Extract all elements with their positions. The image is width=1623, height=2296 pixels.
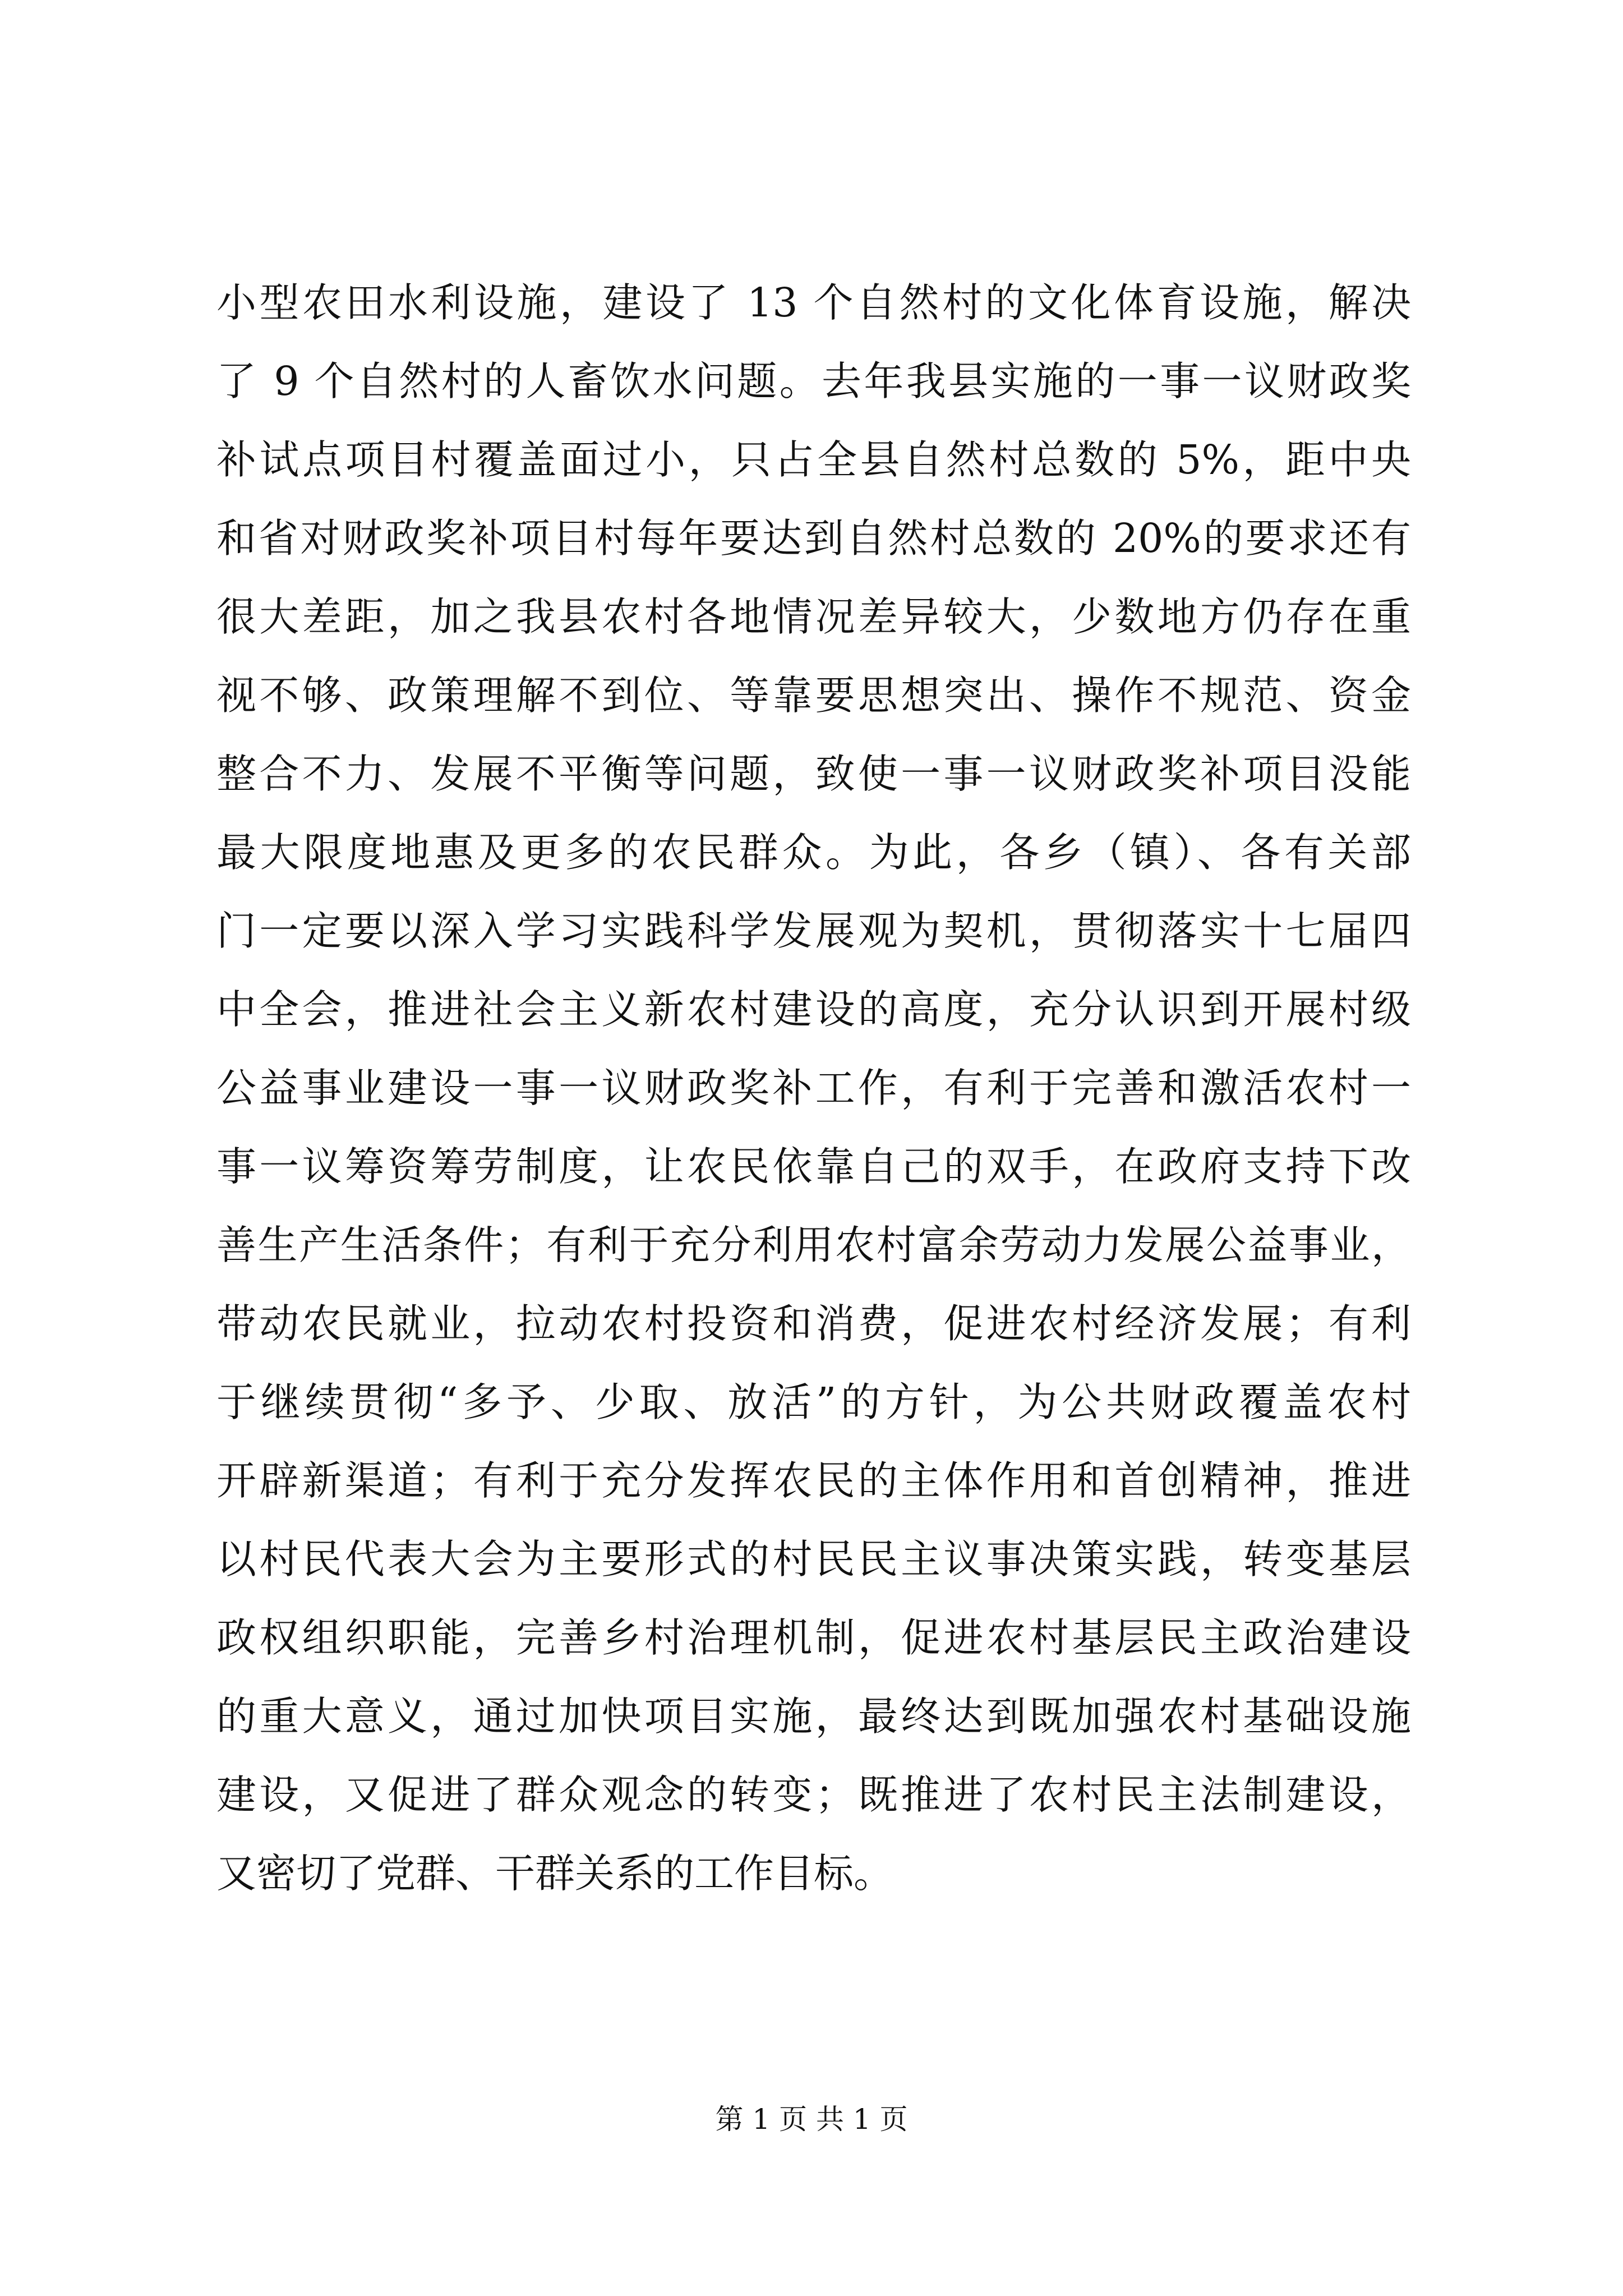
text-line-12: 事一议筹资筹劳制度，让农民依靠自己的双手，在政府支持下改 [216, 1143, 1411, 1190]
text-line-5: 很大差距，加之我县农村各地情况差异较大，少数地方仍存在重 [216, 593, 1411, 640]
text-line-8: 最大限度地惠及更多的农民群众。为此，各乡（镇）、各有关部 [216, 829, 1411, 876]
text-line-13: 善生产生活条件；有利于充分利用农村富余劳动力发展公益事业， [216, 1222, 1411, 1268]
text-line-16: 开辟新渠道；有利于充分发挥农民的主体作用和首创精神，推进 [216, 1457, 1411, 1504]
text-line-1: 小型农田水利设施，建设了 13 个自然村的文化体育设施，解决 [216, 279, 1411, 326]
text-line-18: 政权组织职能，完善乡村治理机制，促进农村基层民主政治建设 [216, 1614, 1411, 1661]
text-line-17: 以村民代表大会为主要形式的村民民主议事决策实践，转变基层 [216, 1536, 1411, 1582]
text-line-6: 视不够、政策理解不到位、等靠要思想突出、操作不规范、资金 [216, 672, 1411, 719]
text-line-2: 了 9 个自然村的人畜饮水问题。去年我县实施的一事一议财政奖 [216, 358, 1411, 404]
text-line-15: 于继续贯彻“多予、少取、放活”的方针，为公共财政覆盖农村 [216, 1379, 1411, 1425]
text-line-9: 门一定要以深入学习实践科学发展观为契机，贯彻落实十七届四 [216, 908, 1411, 954]
text-line-21: 又密切了党群、干群关系的工作目标。 [216, 1850, 894, 1897]
text-line-3: 补试点项目村覆盖面过小，只占全县自然村总数的 5%，距中央 [216, 436, 1411, 483]
text-line-7: 整合不力、发展不平衡等问题，致使一事一议财政奖补项目没能 [216, 751, 1411, 797]
text-line-14: 带动农民就业，拉动农村投资和消费，促进农村经济发展；有利 [216, 1300, 1411, 1347]
text-line-11: 公益事业建设一事一议财政奖补工作，有利于完善和激活农村一 [216, 1065, 1411, 1111]
text-line-19: 的重大意义，通过加快项目实施，最终达到既加强农村基础设施 [216, 1693, 1411, 1740]
page-number-footer: 第 1 页 共 1 页 [715, 2103, 908, 2136]
body-paragraph [216, 264, 1411, 1913]
text-line-20: 建设，又促进了群众观念的转变；既推进了农村民主法制建设， [216, 1772, 1411, 1818]
text-line-4: 和省对财政奖补项目村每年要达到自然村总数的 20%的要求还有 [216, 515, 1411, 562]
text-line-10: 中全会，推进社会主义新农村建设的高度，充分认识到开展村级 [216, 986, 1411, 1033]
